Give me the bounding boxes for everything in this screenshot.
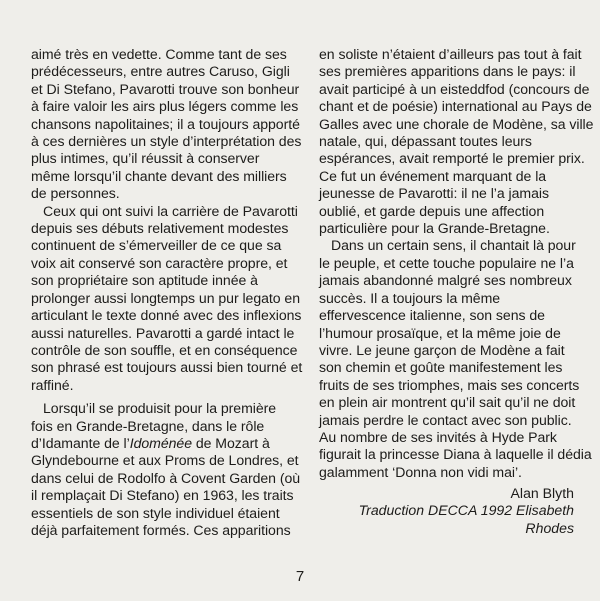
text-line: vivre. Le jeune garçon de Modène a fait (319, 341, 565, 358)
text-line: même lorsqu’il chante devant des milliers (31, 167, 287, 184)
text-line: essentiels de son style individuel étaient (31, 504, 280, 521)
text-line: l’humour prosaïque, et la même joie de (319, 324, 561, 341)
translation-credit: Traduction DECCA 1992 Elisabeth Rhodes (358, 502, 574, 536)
text-line: Au nombre de ses invités à Hyde Park (319, 428, 557, 445)
text-line: raffiné. (31, 376, 74, 393)
text-line: natale, qui, dépassant toutes leurs (319, 133, 532, 150)
text-line: dans celui de Rodolfo à Covent Garden (où (31, 469, 301, 486)
text-line: jeunesse de Pavarotti: il ne l’a jamais (319, 185, 549, 202)
text-line: son propriétaire son aptitude innée à (31, 272, 258, 289)
text-line: fois en Grande-Bretagne, dans le rôle (31, 417, 265, 434)
text-line: Ceux qui ont suivi la carrière de Pavarotti (43, 202, 298, 219)
text-fragment: de Mozart à (192, 434, 270, 451)
opera-title: Idoménée (129, 434, 192, 451)
text-line: Galles avec une chorale de Modène, sa ville (319, 115, 594, 132)
text-line: à faire valoir les airs plus légers comme les (31, 98, 299, 115)
text-line: voix ait conservé son caractère propre, et (31, 254, 288, 271)
text-line: Ce fut un événement marquant de la (319, 167, 547, 184)
text-line: son phrasé est toujours aussi bien tourné et (31, 359, 303, 376)
text-line: avait participé à un eisteddfod (concours de (319, 80, 590, 97)
text-line: à ces dernières un style d’interprétation des (31, 133, 302, 150)
paragraph-right-2 (319, 237, 592, 481)
text-line: en soliste n’étaient d’ailleurs pas tout à fait (319, 46, 582, 62)
text-line: figurait la princesse Diana à laquelle il dédia (319, 446, 592, 463)
text-fragment: d’Idamante de l’ (31, 434, 130, 451)
text-line: il remplaçait Di Stefano) en 1963, les traits (31, 487, 294, 504)
text-line: et Di Stefano, Pavarotti trouve son bonheur (31, 80, 300, 97)
text-line: chansons napolitaines; il a toujours apporté (31, 115, 300, 132)
text-line: aussi naturelles. Pavarotti a gardé intact le (31, 324, 295, 341)
text-line: depuis ses débuts relativement modestes (31, 220, 289, 237)
text-line: Dans un certain sens, il chantait là pour (331, 237, 576, 254)
signature-block (319, 485, 574, 537)
paragraph-left-3 (31, 400, 299, 539)
text-line: particulière pour la Grande-Bretagne. (319, 220, 550, 237)
left-column (31, 46, 303, 539)
text-line: jamais perdre le contact avec son public. (319, 411, 572, 428)
text-line: contrôle de son souffle, et en conséquence (31, 341, 298, 358)
text-line: prédécesseurs, entre autres Caruso, Gigli (31, 63, 290, 80)
text-line: jamais abandonné malgré ses nombreux (319, 272, 572, 289)
text-line: en plein air montrent qu’il sait qu’il ne doit (319, 394, 576, 411)
text-line: continuent de s’émerveiller de ce que sa (31, 237, 282, 254)
paragraph-right-1 (319, 46, 594, 237)
right-column (319, 46, 594, 481)
text-line: galamment ‘Donna non vidi mai’. (319, 463, 522, 480)
text-line: Lorsqu’il se produisit pour la première (43, 400, 277, 417)
text-line: oublié, et garde depuis une affection (319, 202, 545, 219)
text-line: de personnes. (31, 185, 120, 202)
text-line: son chemin et goûte manifestement les (319, 359, 563, 376)
text-line: prolonger aussi longtemps un pur legato en (31, 289, 300, 306)
text-line: ses premières apparitions dans le pays: il (319, 63, 576, 80)
text-line: chant et de poésie) international au Pays de (319, 98, 592, 115)
text-line: déjà parfaitement formés. Ces apparitions (31, 521, 291, 538)
text-line: le peuple, et cette touche populaire ne l’a (319, 254, 574, 271)
text-line: articulant le texte donné avec des inflexions (31, 307, 302, 324)
author-name: Alan Blyth (510, 485, 574, 501)
text-line: fruits de ses triomphes, mais ses concerts (319, 376, 580, 393)
text-line: Glyndebourne et aux Proms de Londres, et (31, 452, 299, 469)
text-line: succès. Il a toujours la même (319, 289, 501, 306)
text-line: plus intimes, qu’il réussit à conserver (31, 150, 260, 167)
paragraph-left-1 (31, 46, 302, 203)
paragraph-left-2 (31, 202, 303, 394)
page-number: 7 (295, 568, 305, 585)
text-line (31, 435, 299, 452)
text-line: aimé très en vedette. Comme tant de ses (31, 46, 287, 62)
text-line: effervescence italienne, son sens de (319, 307, 545, 324)
text-line: espérances, avait remporté le premier prix. (319, 150, 585, 167)
